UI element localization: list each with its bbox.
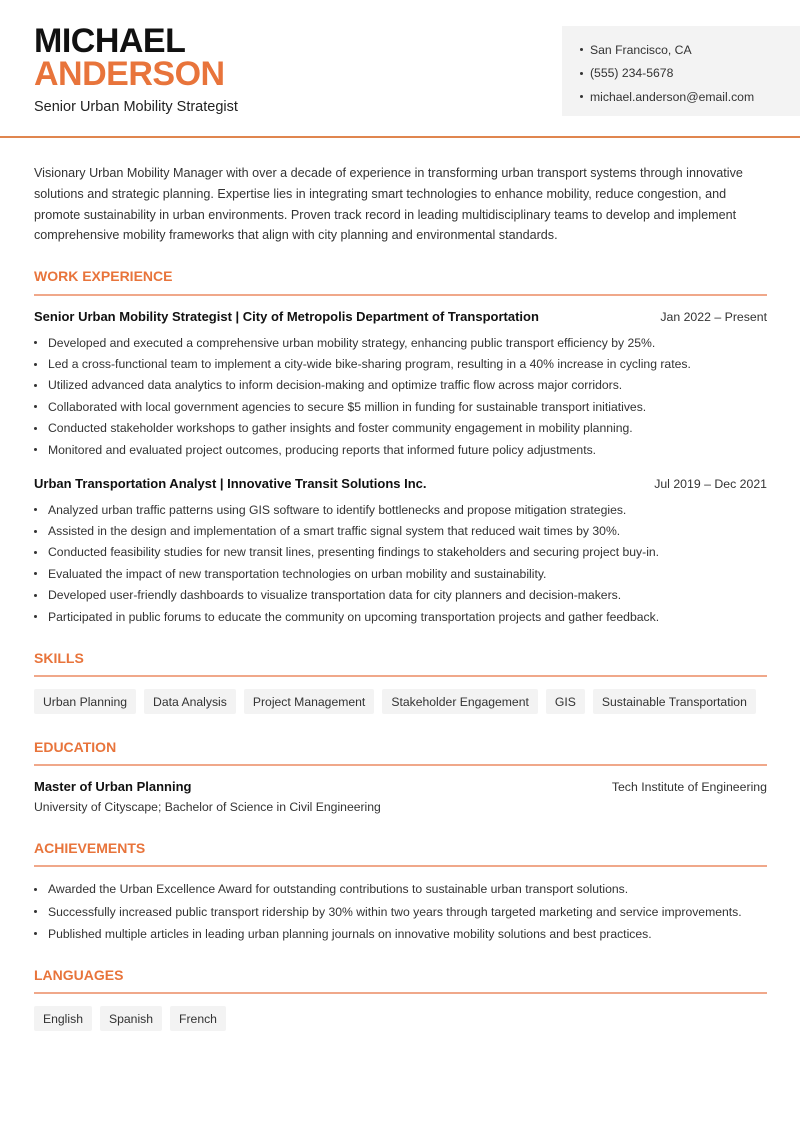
section-divider [34,992,767,994]
job-bullets [34,499,774,627]
section-divider [34,675,767,677]
first-name: MICHAEL [34,22,186,60]
section-divider [34,865,767,867]
contact-email[interactable] [580,85,800,109]
bullet-icon [34,572,37,575]
list-item [34,396,774,417]
bullet-icon [34,551,37,554]
bullet-icon [34,594,37,597]
bullet-icon [34,341,37,344]
bullet-icon [34,405,37,408]
list-item [34,499,774,520]
skill-chip: Urban Planning [34,689,136,714]
list-item [34,520,774,541]
job-heading: Senior Urban Mobility Strategist | City of Metropolis Department of Transportation [34,309,539,324]
section-divider [34,764,767,766]
bullet-icon [34,530,37,533]
education-details: University of Cityscape; Bachelor of Science in Civil Engineering [34,800,381,814]
language-chip: Spanish [100,1006,162,1031]
bullet-icon [580,72,583,75]
bullet-text: Led a cross-functional team to implement a city-wide bike-sharing program, resulting in a 40% increase in cycling rates. [48,357,691,372]
bullet-text: Developed user-friendly dashboards to visualize transportation data for city planners and decision-makers. [48,588,622,603]
list-item [34,606,774,627]
list-item [34,332,774,353]
section-title-languages: LANGUAGES [34,967,124,983]
bullet-icon [580,48,583,51]
list-item [34,878,774,900]
bullet-text: Collaborated with local government agencies to secure $5 million in funding for sustainable transport initiatives. [48,399,647,414]
skills-list [34,689,756,714]
education-degree: Master of Urban Planning [34,779,192,794]
list-item [34,585,774,606]
resume-header [0,0,800,138]
bullet-icon [34,932,37,935]
language-chip: English [34,1006,92,1031]
list-item [34,418,774,439]
bullet-icon [34,910,37,913]
bullet-text: Evaluated the impact of new transportation technologies on urban mobility and sustainability. [48,566,547,581]
list-item [34,353,774,374]
skill-chip: Sustainable Transportation [593,689,756,714]
bullet-text: Participated in public forums to educate the community on upcoming transportation projects and gather feedback. [48,609,660,624]
bullet-text: Conducted feasibility studies for new transit lines, presenting findings to stakeholders and securing project buy-in. [48,545,660,560]
bullet-icon [580,95,583,98]
language-chip: French [170,1006,226,1031]
contact-box [562,26,800,116]
bullet-text: Awarded the Urban Excellence Award for outstanding contributions to sustainable urban transport solutions. [48,882,629,897]
section-title-work-experience: WORK EXPERIENCE [34,268,173,284]
list-item [34,375,774,396]
section-title-skills: SKILLS [34,650,84,666]
list-item [34,923,774,945]
skill-chip: Stakeholder Engagement [382,689,538,714]
section-title-achievements: ACHIEVEMENTS [34,840,146,856]
section-divider [34,294,767,296]
bullet-text: Monitored and evaluated project outcomes, producing reports that informed future policy adjustments. [48,442,597,457]
job-header [34,309,767,324]
education-institution: Tech Institute of Engineering [611,780,767,794]
bullet-text: Successfully increased public transport ridership by 30% within two years through targeted marketing and service improvements. [48,904,742,919]
bullet-icon [34,427,37,430]
bullet-icon [34,384,37,387]
list-item [34,900,774,922]
section-title-education: EDUCATION [34,739,117,755]
bullet-icon [34,615,37,618]
bullet-icon [34,508,37,511]
skill-chip: Data Analysis [144,689,236,714]
contact-location [580,38,800,62]
email-link[interactable]: michael.anderson@email.com [590,89,755,104]
job-dates: Jul 2019 – Dec 2021 [654,477,767,491]
bullet-text: Analyzed urban traffic patterns using GIS software to identify bottlenecks and propose mitigation strategies. [48,502,627,517]
bullet-icon [34,888,37,891]
job-dates: Jan 2022 – Present [660,310,767,324]
job-title: Senior Urban Mobility Strategist [34,99,238,115]
job-header [34,476,767,491]
bullet-text: Developed and executed a comprehensive urban mobility strategy, enhancing public transport efficiency by 25%. [48,335,656,350]
achievements-list [34,878,774,945]
job-bullets [34,332,774,460]
skill-chip: Project Management [244,689,374,714]
bullet-text: Published multiple articles in leading urban planning journals on innovative mobility solutions and best practices. [48,926,652,941]
location-text: San Francisco, CA [590,42,692,57]
contact-phone [580,62,800,86]
bullet-text: Conducted stakeholder workshops to gather insights and foster community engagement in mobility planning. [48,421,633,436]
bullet-text: Assisted in the design and implementation of a smart traffic signal system that reduced wait times by 30%. [48,524,621,539]
bullet-icon [34,363,37,366]
last-name: ANDERSON [34,55,225,93]
languages-list [34,1006,226,1031]
education-header [34,779,767,794]
list-item [34,563,774,584]
bullet-icon [34,448,37,451]
summary-paragraph: Visionary Urban Mobility Manager with over a decade of experience in transforming urban transport systems through innovative solutions and strategic planning. Expertise lies in integrating smart technologies to enhance mobility, reduce congestion, and promote sustainability in urban environments. Proven track record in leading multidisciplinary teams to develop and implement comprehensive mobility frameworks that align with city planning and environmental standards. [34,166,743,243]
bullet-text: Utilized advanced data analytics to inform decision-making and optimize traffic flow across major corridors. [48,378,623,393]
skill-chip: GIS [546,689,585,714]
job-heading: Urban Transportation Analyst | Innovative Transit Solutions Inc. [34,476,427,491]
phone-text: (555) 234-5678 [590,66,674,81]
list-item [34,542,774,563]
list-item [34,439,774,460]
